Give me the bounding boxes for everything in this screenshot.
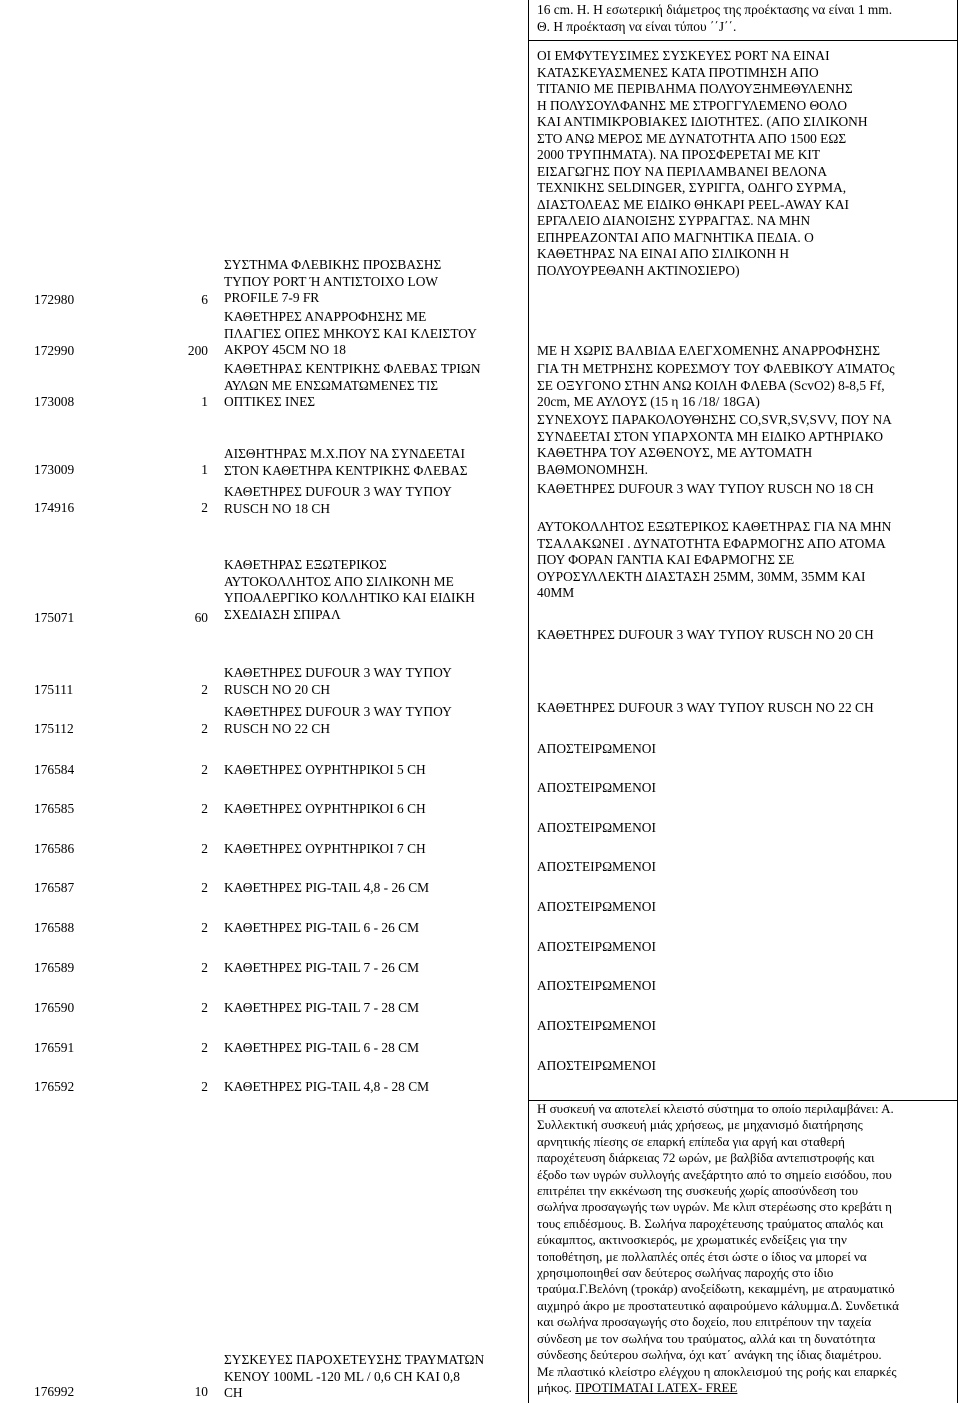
item-quantity: 2 [201,721,208,736]
spec-sensor: ΣΥΝΕΧΟΥΣ ΠΑΡΑΚΟΛΟΥΘΗΣΗΣ CO,SVR,SV,SVV, ΠΟΥ ΝΑ ΣΥΝΔΕΕΤΑΙ ΣΤΟΝ ΥΠΑΡΧΟΝΤΑ ΜΗ ΕΙΔΙΚΟ ΑΡΤΗΡΙΑΚΟ ΚΑΘΕΤΗΡΑ ΤΟΥ ΑΣΘΕΝΟΥΣ, ΜΕ ΑΥΤΟΜΑΤΗ ΒΑΘΜΟΝΟΜΗΣΗ. [537,412,892,477]
spec-sterile: ΑΠΟΣΤΕΙΡΩΜΕΝΟΙ [537,899,656,914]
item-quantity: 2 [201,841,208,856]
item-quantity: 10 [194,1384,208,1399]
spec-sterile: ΑΠΟΣΤΕΙΡΩΜΕΝΟΙ [537,978,656,993]
item-description: ΚΑΘΕΤΗΡΕΣ PIG-TAIL 7 - 26 CM [224,960,419,975]
item-code: 173009 [34,462,75,477]
item-code: 172990 [34,343,75,358]
item-description: ΚΑΘΕΤΗΡΕΣ PIG-TAIL 7 - 28 CM [224,1000,419,1015]
item-code: 172980 [34,292,75,307]
item-description: ΚΑΘΕΤΗΡΑΣ ΕΞΩΤΕΡΙΚΟΣ ΑΥΤΟΚΟΛΛΗΤΟΣ ΑΠΟ ΣΙΛΙΚΟΝΗ ΜΕ ΥΠΟΑΛΕΡΓΙΚΟ ΚΟΛΛΗΤΙΚΟ ΚΑΙ ΕΙΔΙΚΗ ΣΧΕΔΙΑΣΗ ΣΠΙΡΑΛ [224,557,475,622]
spec-dufour-18: ΚΑΘΕΤΗΡΕΣ DUFOUR 3 WAY ΤΥΠΟΥ RUSCH ΝΟ 18 CH [537,481,874,496]
header-note-line: 16 cm. Η. Η εσωτερική διάμετρος της προέκτασης να είναι 1 mm. [537,2,893,17]
spec-central-catheter: ΓΙΑ ΤΗ ΜΕΤΡΗΣΗΣ ΚΟΡΕΣΜΟΎ ΤΟΥ ΦΛΕΒΙΚΟΎ ΑΊΜΑΤΟς ΣΕ ΟΞΥΓΟΝΟ ΣΤΗΝ ΑΝΩ ΚΟΙΛΗ ΦΛΕΒΑ (ScvO2) 8-8,5 Ff, 20cm, ΜΕ ΑΥΛΟΥΣ (15 η 16 /18/ 18GA) [537,361,895,409]
item-code: 175071 [34,610,75,625]
item-quantity: 2 [201,1079,208,1094]
item-quantity: 2 [201,762,208,777]
item-description: ΑΙΣΘΗΤΗΡΑΣ Μ.Χ.ΠΟΥ ΝΑ ΣΥΝΔΕΕΤΑΙ ΣΤΟΝ ΚΑΘΕΤΗΡΑ ΚΕΝΤΡΙΚΗΣ ΦΛΕΒΑΣ [224,446,468,478]
item-quantity: 1 [201,462,208,477]
item-quantity: 200 [187,343,208,358]
spec-external-catheter: ΑΥΤΟΚΟΛΛΗΤΟΣ ΕΞΩΤΕΡΙΚΟΣ ΚΑΘΕΤΗΡΑΣ ΓΙΑ ΝΑ ΜΗΝ ΤΣΑΛΑΚΩΝΕΙ . ΔΥΝΑΤΟΤΗΤΑ ΕΦΑΡΜΟΓΗΣ ΑΠΟ ΑΤΟΜΑ ΠΟΥ ΦΟΡΑΝ ΓΑΝΤΙΑ ΚΑΙ ΕΦΑΡΜΟΓΗΣ ΣΕ ΟΥΡΟΣΥΛΛΕΚΤΗ ΔΙΑΣΤΑΣΗ 25ΜΜ, 30ΜΜ, 35ΜΜ ΚΑΙ 40ΜΜ [537,519,892,600]
spec-sterile: ΑΠΟΣΤΕΙΡΩΜΕΝΟΙ [537,1018,656,1033]
item-quantity: 2 [201,1040,208,1055]
spec-dufour-20: ΚΑΘΕΤΗΡΕΣ DUFOUR 3 WAY ΤΥΠΟΥ RUSCH ΝΟ 20 CH [537,627,874,642]
item-description: ΚΑΘΕΤΗΡΕΣ DUFOUR 3 WAY ΤΥΠΟΥ RUSCH ΝΟ 18 CH [224,484,452,516]
latex-free-note: ΠΡΟΤΙΜΑΤΑΙ LATEX- FREE [575,1379,738,1395]
spec-sterile: ΑΠΟΣΤΕΙΡΩΜΕΝΟΙ [537,1058,656,1073]
header-note-line: Θ. Η προέκταση να είναι τύπου ΄΄J΄΄. [537,18,737,34]
item-code: 176587 [34,880,75,895]
spec-sterile: ΑΠΟΣΤΕΙΡΩΜΕΝΟΙ [537,780,656,795]
item-code: 176590 [34,1000,75,1015]
header-notes [537,2,957,35]
spec-port: ΟΙ ΕΜΦΥΤΕΥΣΙΜΕΣ ΣΥΣΚΕΥΕΣ PORT ΝΑ ΕΙΝΑΙ ΚΑΤΑΣΚΕΥΑΣΜΕΝΕΣ ΚΑΤΑ ΠΡΟΤΙΜΗΣΗ ΑΠΟ ΤΙΤΑΝΙΟ ΜΕ ΠΕΡΙΒΛΗΜΑ ΠΟΛΥΟΥΞΗΜΕΘΥΛΕΝΗΣ Η ΠΟΛΥΣΟΥΛΦΑΝΗΣ ΜΕ ΣΤΡΟΓΓΥΛΕΜΕΝΟ ΘΟΛΟ ΚΑΙ ΑΝΤΙΜΙΚΡΟΒΙΑΚΕΣ ΙΔΙΟΤΗΤΕΣ. (ΑΠΟ ΣΙΛΙΚΟΝΗ ΣΤΟ ΑΝΩ ΜΕΡΟΣ ΜΕ ΔΥΝΑΤΟΤΗΤΑ ΑΠΟ 1500 ΕΩΣ 2000 ΤΡΥΠΗΜΑΤΑ). ΝΑ ΠΡΟΣΦΕΡΕΤΑΙ ΜΕ ΚΙΤ ΕΙΣΑΓΩΓΗΣ ΠΟΥ ΝΑ ΠΕΡΙΛΑΜΒΑΝΕΙ ΒΕΛΟΝΑ ΤΕΧΝΙΚΗΣ SELDINGER, ΣΥΡΙΓΓΑ, ΟΔΗΓΟ ΣΥΡΜΑ, ΔΙΑΣΤΟΛΕΑΣ ΜΕ ΕΙΔΙΚΟ ΘΗΚΑΡΙ PEEL-AWAY ΚΑΙ ΕΡΓΑΛΕΙΟ ΔΙΑΝΟΙΞΗΣ ΣΥΡΡΑΓΓΑΣ. ΝΑ ΜΗΝ ΕΠΗΡΕΑΖΟΝΤΑΙ ΑΠΟ ΜΑΓΝΗΤΙΚΑ ΠΕΔΙΑ. Ο ΚΑΘΕΤΗΡΑΣ ΝΑ ΕΙΝΑΙ ΑΠΟ ΣΙΛΙΚΟΝΗ Η ΠΟΛΥΟΥΡΕΘΑΝΗ ΑΚΤΙΝΟΣΙΕΡΟ) [537,48,868,278]
item-description: ΣΥΣΚΕΥΕΣ ΠΑΡΟΧΕΤΕΥΣΗΣ ΤΡΑΥΜΑΤΩΝ ΚΕΝΟΥ 100ML -120 ML / 0,6 CH ΚΑΙ 0,8 CH [224,1352,485,1400]
item-quantity: 2 [201,801,208,816]
item-code: 176992 [34,1384,75,1399]
item-code: 176591 [34,1040,75,1055]
item-code: 176592 [34,1079,75,1094]
item-quantity: 2 [201,500,208,515]
item-description: ΚΑΘΕΤΗΡΕΣ PIG-TAIL 6 - 26 CM [224,920,419,935]
item-code: 174916 [34,500,75,515]
item-code: 173008 [34,394,75,409]
item-code: 176585 [34,801,75,816]
spec-wound-drainage: Η συσκευή να αποτελεί κλειστό σύστημα το οποίο περιλαμβάνει: Α. Συλλεκτική συσκευή μιάς χρήσεως, με μηχανισμό διατήρησης αρνητικής πίεσης σε επαρκή επίπεδα για αργή και σταθερή παροχέτευση διάρκειας 72 ωρών, με βαλβίδα αντεπιστροφής και έξοδο των υγρών συλλογής ανεξάρτητο από το σημείο εισόδου, που επιτρέπει την εκκένωση της συσκευής χωρίς αποσύνδεση του σωλήνα προσαγωγής των υγρών. Με κλιπ στερέωσης στο κρεβάτι η τους επιδέσμους. Β. Σωλήνα παροχέτευσης τραύματος απαλός και εύκαμπτος, ακτινοσκιερός, με χρωματικές ενδείξεις για την τοποθέτηση, με πολλαπλές οπές έτσι ώστε ο ίδιος να μπορεί να χρησιμοποιηθεί σαν δεύτερος σωλήνας παροχής στο ίδιο τραύμα.Γ.Βελόνη (τροκάρ) ανοξείδωτη, κεκαμμένη, με ατραυματικό αιχμηρό άκρο με προστατευτικό αφαιρούμενο κάλυμμα.Δ. Συνδετικά και σωλήνα προσαγωγής στο δοχείο, που επιτρέπουν την ταχεία σύνδεση με τον σωλήνα του τραύματος, αλλά και τη δυνατότητα σύνδεσης δεύτερου σωλήνα, όχι κατ΄ ανάγκη της ίδιας διαμέτρου. Με πλαστικό κλείστρο ελέγχου η αποκλεισμού της ροής και επαρκές μήκος. ΠΡΟΤΙΜΑΤΑΙ LATEX- FREE [537,1101,899,1395]
item-quantity: 6 [201,292,208,307]
item-code: 176589 [34,960,75,975]
item-description: ΚΑΘΕΤΗΡΕΣ PIG-TAIL 4,8 - 26 CM [224,880,430,895]
spec-sterile: ΑΠΟΣΤΕΙΡΩΜΕΝΟΙ [537,820,656,835]
item-description: ΚΑΘΕΤΗΡΕΣ ΑΝΑΡΡΟΦΗΣΗΣ ΜΕ ΠΛΑΓΙΕΣ ΟΠΕΣ ΜΗΚΟΥΣ ΚΑΙ ΚΛΕΙΣΤΟΥ ΑΚΡΟΥ 45CM ΝΟ 18 [224,309,477,357]
item-code: 176586 [34,841,75,856]
item-quantity: 2 [201,920,208,935]
item-code: 175112 [34,721,74,736]
item-quantity: 1 [201,394,208,409]
item-description: ΚΑΘΕΤΗΡΕΣ DUFOUR 3 WAY ΤΥΠΟΥ RUSCH ΝΟ 20 CH [224,665,452,697]
item-description: ΚΑΘΕΤΗΡΕΣ ΟΥΡΗΤΗΡΙΚΟΙ 6 CH [224,801,426,816]
spec-sterile: ΑΠΟΣΤΕΙΡΩΜΕΝΟΙ [537,859,656,874]
item-description: ΚΑΘΕΤΗΡΕΣ PIG-TAIL 4,8 - 28 CM [224,1079,430,1094]
item-code: 175111 [34,682,74,697]
item-description: ΚΑΘΕΤΗΡΕΣ ΟΥΡΗΤΗΡΙΚΟΙ 5 CH [224,762,426,777]
column-divider [957,0,958,1403]
column-divider [528,0,529,1403]
item-description: ΚΑΘΕΤΗΡΕΣ DUFOUR 3 WAY ΤΥΠΟΥ RUSCH ΝΟ 22 CH [224,704,452,736]
spec-sterile: ΑΠΟΣΤΕΙΡΩΜΕΝΟΙ [537,939,656,954]
item-quantity: 2 [201,880,208,895]
spec-suction: ΜΕ Η ΧΩΡΙΣ ΒΑΛΒΙΔΑ ΕΛΕΓΧΟΜΕΝΗΣ ΑΝΑΡΡΟΦΗΣΗΣ [537,343,880,358]
item-quantity: 2 [201,682,208,697]
item-description: ΣΥΣΤΗΜΑ ΦΛΕΒΙΚΗΣ ΠΡΟΣΒΑΣΗΣ ΤΥΠΟΥ PORT Ή ΑΝΤΙΣΤΟΙΧΟ LOW PROFILE 7-9 FR [224,257,442,305]
item-description: ΚΑΘΕΤΗΡΑΣ ΚΕΝΤΡΙΚΗΣ ΦΛΕΒΑΣ ΤΡΙΩΝ ΑΥΛΩΝ ΜΕ ΕΝΣΩΜΑΤΩΜΕΝΕΣ ΤΙΣ ΟΠΤΙΚΕΣ ΙΝΕΣ [224,361,481,409]
spec-sterile: ΑΠΟΣΤΕΙΡΩΜΕΝΟΙ [537,741,656,756]
item-code: 176588 [34,920,75,935]
item-description: ΚΑΘΕΤΗΡΕΣ PIG-TAIL 6 - 28 CM [224,1040,419,1055]
item-quantity: 60 [194,610,208,625]
item-quantity: 2 [201,960,208,975]
spec-dufour-22: ΚΑΘΕΤΗΡΕΣ DUFOUR 3 WAY ΤΥΠΟΥ RUSCH ΝΟ 22 CH [537,700,874,715]
row-divider [528,40,958,41]
item-quantity: 2 [201,1000,208,1015]
item-description: ΚΑΘΕΤΗΡΕΣ ΟΥΡΗΤΗΡΙΚΟΙ 7 CH [224,841,426,856]
item-code: 176584 [34,762,75,777]
